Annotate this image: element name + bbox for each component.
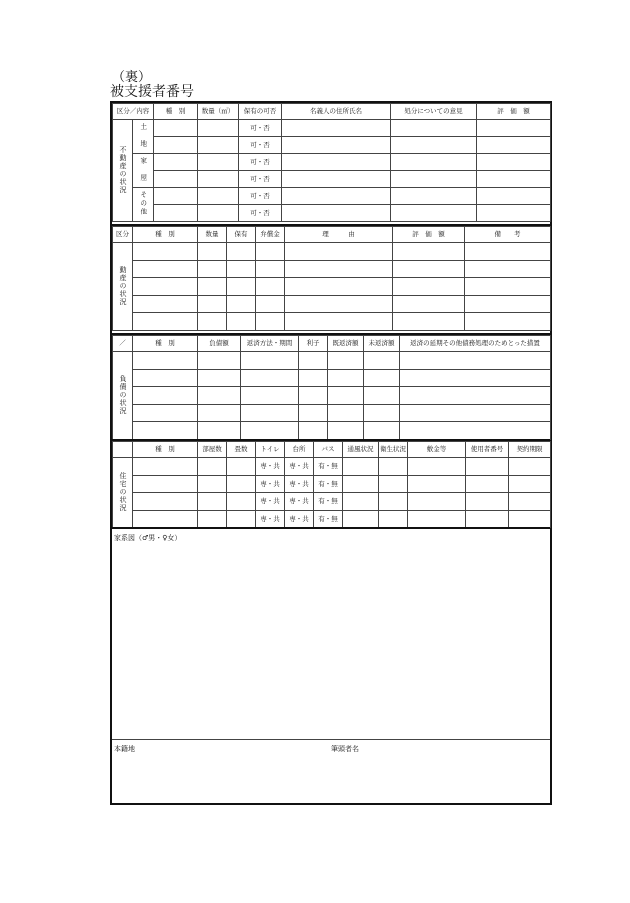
table-row	[113, 205, 551, 222]
header-slash: ／	[113, 336, 133, 352]
header-kitchen: 台所	[285, 442, 314, 458]
header-bensho: 弁償金	[256, 227, 285, 243]
section-label: 不動産の状況	[113, 120, 133, 222]
header-riyu: 理 由	[285, 227, 393, 243]
header-shubetsu: 種 別	[133, 227, 198, 243]
page-side-label: （裏）	[112, 70, 152, 85]
header-shubetsu: 種 別	[154, 104, 198, 120]
toilet-choice[interactable]: 専・共	[256, 475, 285, 493]
header-hyoka: 評 価 額	[477, 104, 551, 120]
table-row	[113, 475, 551, 493]
header-rishi: 利子	[299, 336, 328, 352]
header-bath: バス	[314, 442, 343, 458]
header-tsufu: 通風状況	[343, 442, 379, 458]
kitchen-choice[interactable]: 専・共	[285, 458, 314, 476]
kahi-cell[interactable]: 可・否	[239, 137, 282, 154]
bath-choice[interactable]: 有・無	[314, 510, 343, 528]
table-row	[113, 369, 551, 387]
section-divider	[112, 527, 550, 529]
table-row	[113, 120, 551, 137]
header-jousu: 畳数	[227, 442, 256, 458]
bath-choice[interactable]: 有・無	[314, 475, 343, 493]
section-label: 動産の状況	[113, 243, 133, 331]
header-biko: 備 考	[465, 227, 551, 243]
table-row	[113, 260, 551, 278]
header-kubun: 区分／内容	[113, 104, 154, 120]
table-row	[113, 493, 551, 511]
kahi-cell[interactable]: 可・否	[239, 171, 282, 188]
table-row	[113, 404, 551, 422]
housing-table	[112, 441, 551, 528]
realestate-header-row	[113, 104, 551, 120]
kahi-cell[interactable]: 可・否	[239, 188, 282, 205]
header-suryo: 数量（㎡）	[198, 104, 239, 120]
header-hyoka: 評 価 額	[393, 227, 465, 243]
header-fusai: 負債額	[198, 336, 241, 352]
header-heyasu: 部屋数	[198, 442, 227, 458]
table-row	[113, 422, 551, 440]
header-keiyaku: 契約期限	[509, 442, 551, 458]
header-kihensai: 既返済額	[328, 336, 364, 352]
kitchen-choice[interactable]: 専・共	[285, 510, 314, 528]
realestate-table	[112, 103, 551, 222]
header-suryo: 数量	[198, 227, 227, 243]
section-label: 住宅の状況	[113, 458, 133, 528]
hittou-label: 筆頭者名	[331, 745, 359, 753]
debt-table	[112, 335, 551, 440]
bath-choice[interactable]: 有・無	[314, 493, 343, 511]
group-label: 家 屋	[133, 154, 154, 188]
table-row	[113, 510, 551, 528]
group-label: その他	[133, 188, 154, 222]
table-row	[113, 171, 551, 188]
kahi-cell[interactable]: 可・否	[239, 154, 282, 171]
honseki-label: 本籍地	[114, 745, 135, 753]
header-shiyosha: 使用者番号	[466, 442, 509, 458]
table-row	[113, 137, 551, 154]
header-mihensai: 未返済額	[364, 336, 400, 352]
housing-header-row	[113, 442, 551, 458]
table-row	[113, 188, 551, 205]
bath-choice[interactable]: 有・無	[314, 458, 343, 476]
table-row	[113, 295, 551, 313]
header-shubetsu: 種 別	[133, 336, 198, 352]
toilet-choice[interactable]: 専・共	[256, 458, 285, 476]
table-row	[113, 458, 551, 476]
toilet-choice[interactable]: 専・共	[256, 493, 285, 511]
header-eisei: 衛生状況	[379, 442, 408, 458]
kahi-cell[interactable]: 可・否	[239, 205, 282, 222]
section-label: 負債の状況	[113, 352, 133, 440]
header-kubun: 区分	[113, 227, 133, 243]
toilet-choice[interactable]: 専・共	[256, 510, 285, 528]
header-hensai-hoho: 返済方法・期間	[241, 336, 299, 352]
family-tree-label: 家系図（♂男・♀女）	[114, 534, 182, 542]
table-row	[113, 387, 551, 405]
header-meigi: 名義人の住所氏名	[282, 104, 391, 120]
movable-table	[112, 226, 551, 331]
kitchen-choice[interactable]: 専・共	[285, 493, 314, 511]
form-sheet	[110, 101, 552, 805]
header-shobun: 処分についての意見	[391, 104, 477, 120]
table-row	[113, 278, 551, 296]
header-shubetsu: 種 別	[133, 442, 198, 458]
movable-header-row	[113, 227, 551, 243]
header-toilet: トイレ	[256, 442, 285, 458]
table-row	[113, 243, 551, 261]
kitchen-choice[interactable]: 専・共	[285, 475, 314, 493]
kahi-cell[interactable]: 可・否	[239, 120, 282, 137]
debt-header-row	[113, 336, 551, 352]
header-hoyu-kahi: 保有の可否	[239, 104, 282, 120]
family-divider	[112, 739, 550, 740]
table-row	[113, 154, 551, 171]
header-sochi: 返済の延期その他債務処理のためとった措置	[400, 336, 551, 352]
table-row	[113, 352, 551, 370]
group-label: 土 地	[133, 120, 154, 154]
header-hoyu: 保有	[227, 227, 256, 243]
table-row	[113, 313, 551, 331]
header-shikikin: 敷金等	[408, 442, 466, 458]
page-title: 被支援者番号	[110, 84, 194, 100]
